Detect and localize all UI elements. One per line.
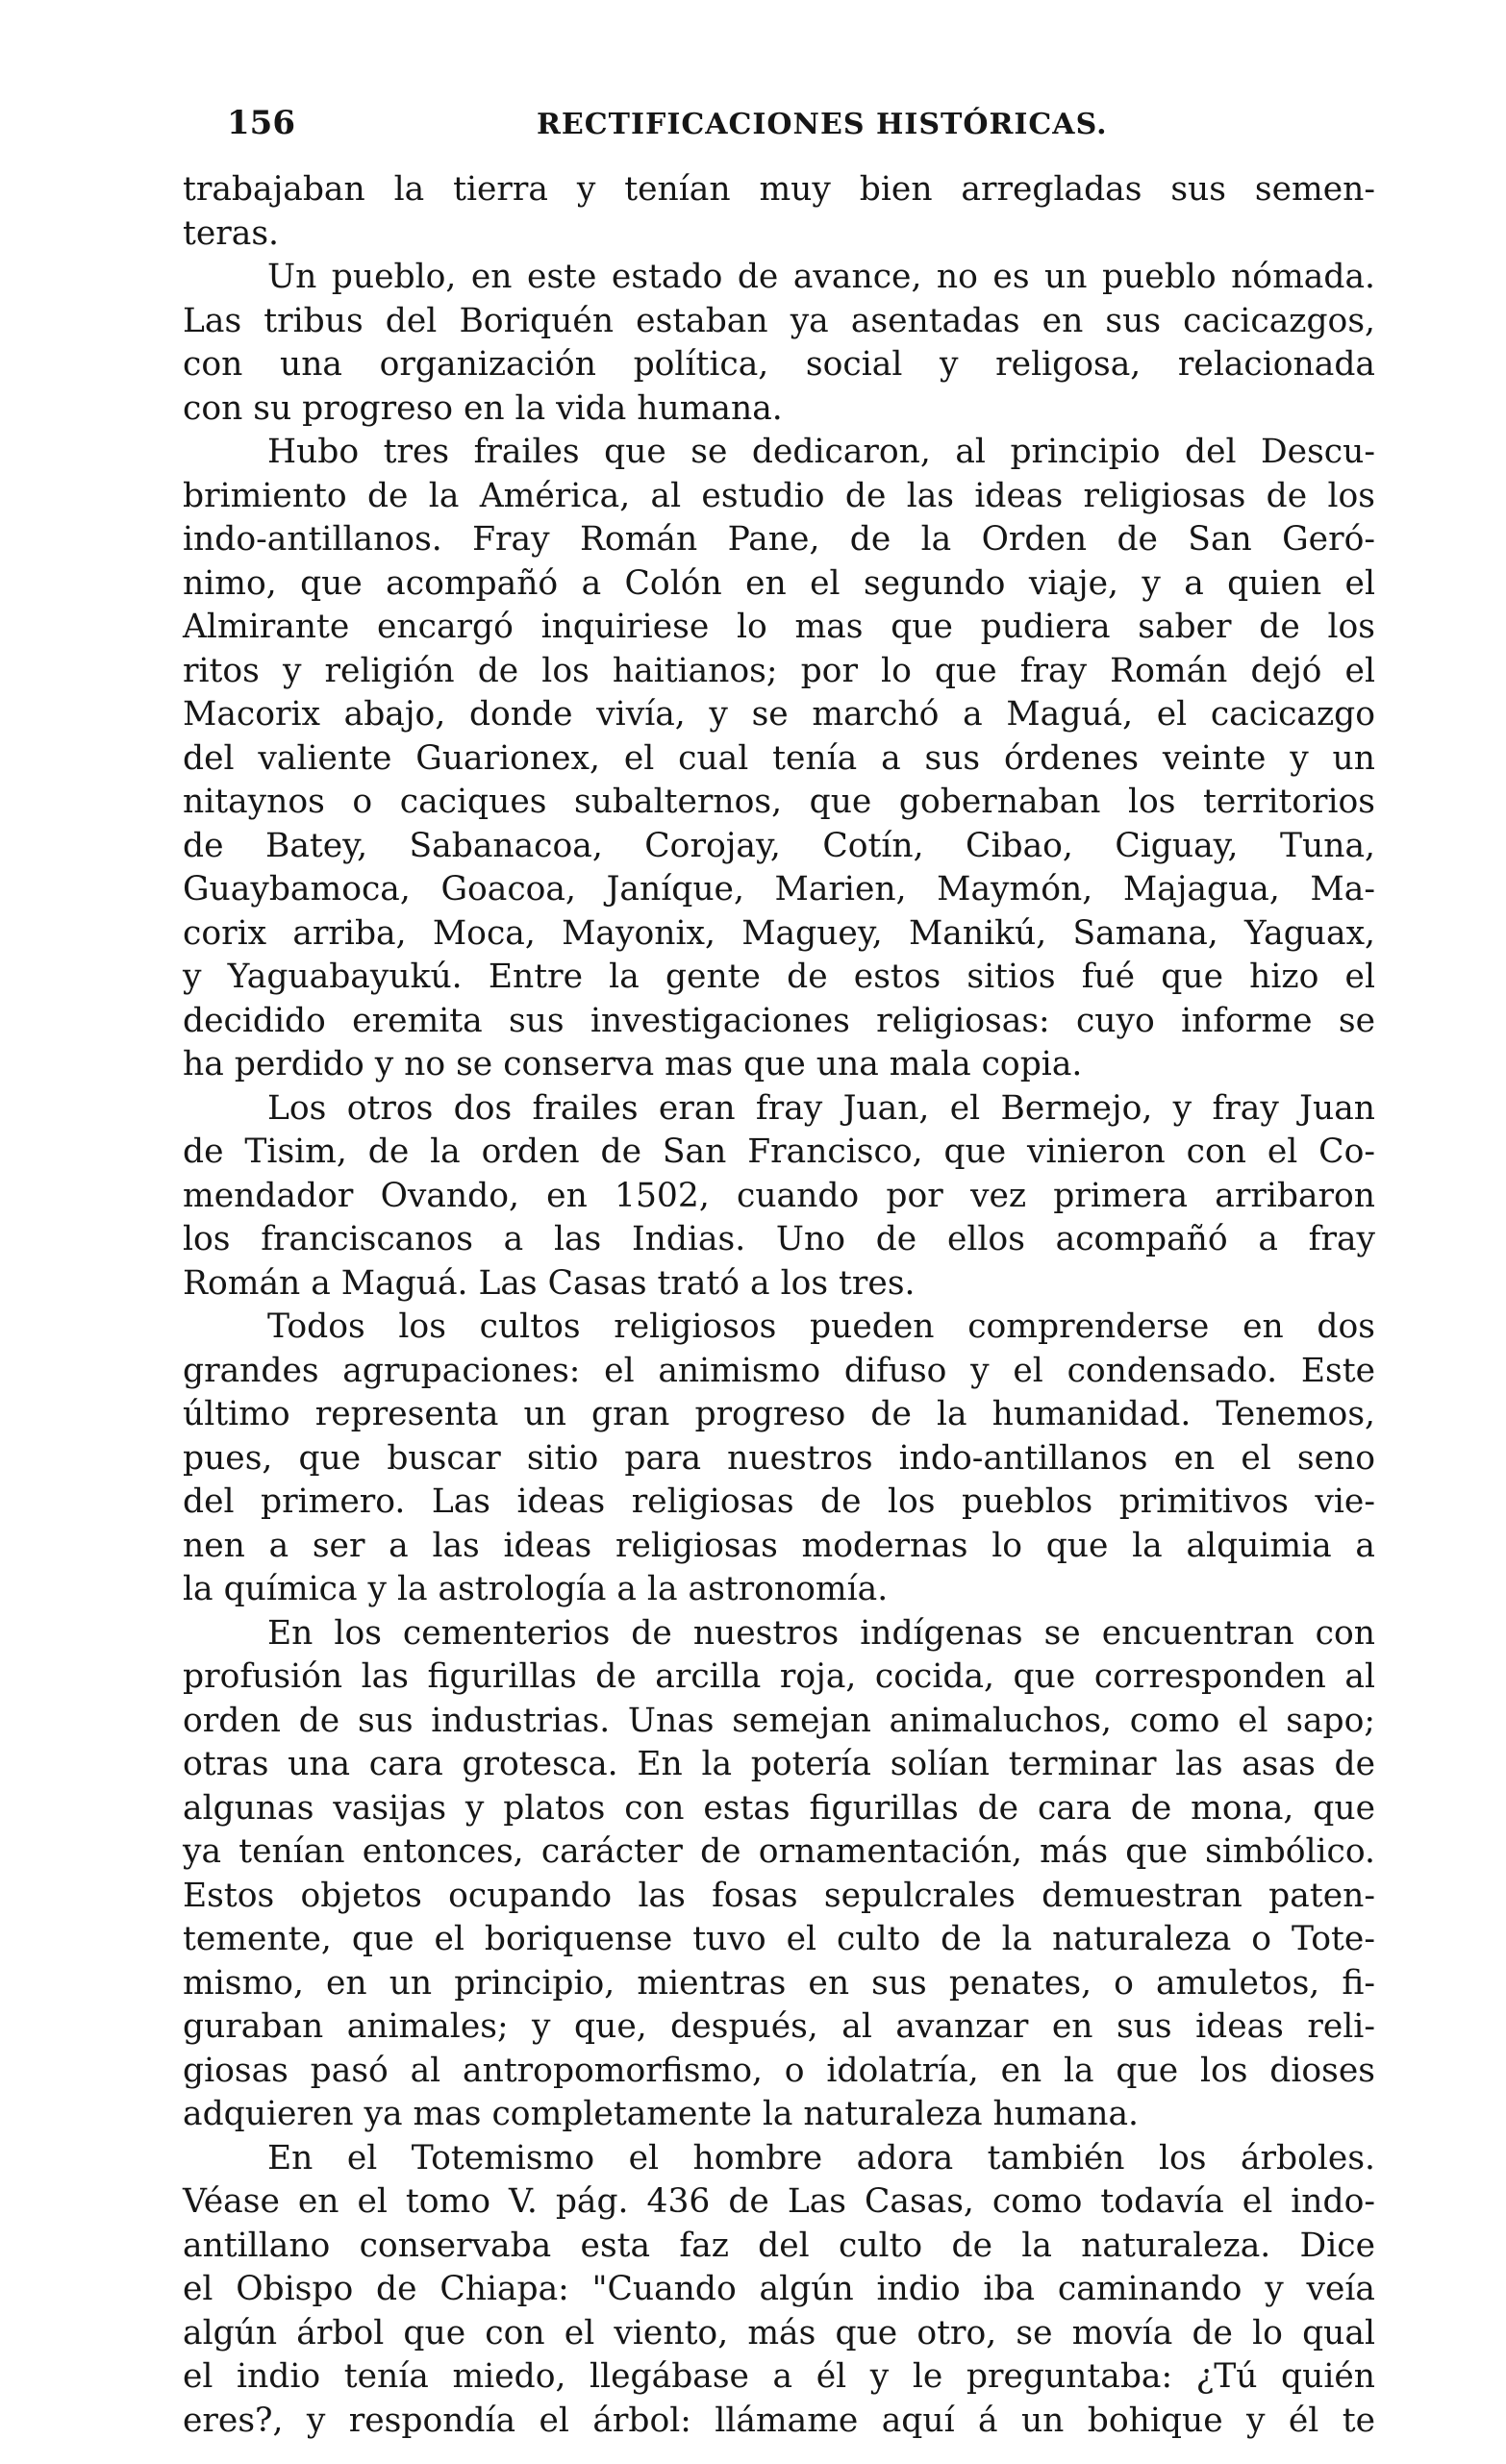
text-line: ya tenían entonces, carácter de ornamentación, más que simbólico.	[183, 1832, 1375, 1871]
text-line: los franciscanos a las Indias. Uno de ellos acompañó a fray	[183, 1220, 1375, 1258]
text-line: con su progreso en la vida humana.	[183, 388, 783, 428]
page-header	[221, 104, 1337, 162]
text-line: Estos objetos ocupando las fosas sepulcrales demuestran paten-	[183, 1876, 1375, 1915]
text-line: Almirante encargó inquiriese lo mas que pudiera saber de los	[183, 608, 1375, 646]
text-line: la química y la astrología a la astronomía.	[183, 1570, 889, 1608]
text-line: indo-antillanos. Fray Román Pane, de la Orden de San Geró-	[183, 520, 1375, 559]
text-line: adquieren ya mas completamente la naturaleza humana.	[183, 2095, 1139, 2133]
text-line: En el Totemismo el hombre adora también los árboles.	[267, 2138, 1375, 2178]
text-line: otras una cara grotesca. En la potería solían terminar las asas de	[183, 1745, 1375, 1783]
text-line: profusión las figurillas de arcilla roja, cocida, que corresponden al	[183, 1657, 1375, 1696]
text-line: nimo, que acompañó a Colón en el segundo viaje, y a quien el	[183, 563, 1375, 603]
text-line: trabajaban la tierra y tenían muy bien arregladas sus semen-	[183, 170, 1375, 209]
text-line: mismo, en un principio, mientras en sus penates, o amuletos, fi-	[183, 1963, 1375, 2003]
text-line: del valiente Guarionex, el cual tenía a sus órdenes veinte y un	[183, 738, 1375, 778]
text-line: del primero. Las ideas religiosas de los pueblos primitivos vie-	[183, 1482, 1375, 1521]
text-line: Los otros dos frailes eran fray Juan, el Bermejo, y fray Juan	[267, 1088, 1375, 1128]
text-line: teras.	[183, 213, 280, 253]
text-line: temente, que el boriquense tuvo el culto de la naturaleza o Tote-	[183, 1920, 1375, 1958]
text-line: corix arriba, Moca, Mayonix, Maguey, Manikú, Samana, Yaguax,	[183, 913, 1375, 953]
text-line: el Obispo de Chiapa: "Cuando algún indio iba caminando y veía	[183, 2270, 1375, 2308]
text-line: Guaybamoca, Goacoa, Janíque, Marien, Maymón, Majagua, Ma-	[183, 870, 1375, 908]
page-number: 156	[227, 104, 295, 142]
text-line: orden de sus industrias. Unas semejan animaluchos, como el sapo;	[183, 1701, 1375, 1740]
text-line: último representa un gran progreso de la humanidad. Tenemos,	[183, 1395, 1375, 1433]
text-line: Hubo tres frailes que se dedicaron, al principio del Descu-	[267, 433, 1375, 471]
text-line: el indio tenía miedo, llegábase a él y le preguntaba: ¿Tú quién	[183, 2357, 1375, 2396]
text-line: En los cementerios de nuestros indígenas se encuentran con	[267, 1613, 1375, 1653]
text-line: grandes agrupaciones: el animismo difuso y el condensado. Este	[183, 1351, 1375, 1390]
text-line: con una organización política, social y religosa, relacionada	[183, 345, 1375, 384]
text-line: Las tribus del Boriquén estaban ya asentadas en sus cacicazgos,	[183, 301, 1375, 340]
body-text	[183, 168, 1375, 2443]
text-line: eres?, y respondía el árbol: llámame aquí á un bohique y él te	[183, 2401, 1375, 2440]
text-line: algún árbol que con el viento, más que otro, se movía de lo qual	[183, 2313, 1375, 2352]
text-line: antillano conservaba esta faz del culto de la naturaleza. Dice	[183, 2226, 1375, 2265]
text-line: brimiento de la América, al estudio de las ideas religiosas de los	[183, 476, 1375, 515]
text-line: guraban animales; y que, después, al avanzar en sus ideas reli-	[183, 2007, 1375, 2046]
text-line: nen a ser a las ideas religiosas modernas lo que la alquimia a	[183, 1526, 1375, 1565]
text-line: decidido eremita sus investigaciones religiosas: cuyo informe se	[183, 1001, 1375, 1040]
text-line: de Batey, Sabanacoa, Corojay, Cotín, Cibao, Ciguay, Tuna,	[183, 826, 1375, 865]
text-line: giosas pasó al antropomorfismo, o idolatría, en la que los dioses	[183, 2051, 1375, 2090]
text-line: Véase en el tomo V. pág. 436 de Las Casas, como todavía el indo-	[183, 2182, 1375, 2221]
text-line: ritos y religión de los haitianos; por lo que fray Román dejó el	[183, 651, 1375, 690]
text-line: y Yaguabayukú. Entre la gente de estos sitios fué que hizo el	[183, 958, 1375, 996]
text-line: Macorix abajo, donde vivía, y se marchó a Maguá, el cacicazgo	[183, 695, 1375, 734]
text-line: algunas vasijas y platos con estas figurillas de cara de mona, que	[183, 1788, 1375, 1828]
text-line: Román a Maguá. Las Casas trató a los tres.	[183, 1263, 916, 1303]
text-line: Un pueblo, en este estado de avance, no es un pueblo nómada.	[267, 258, 1375, 296]
text-line: ha perdido y no se conserva mas que una mala copia.	[183, 1045, 1083, 1083]
text-line: nitaynos o caciques subalternos, que gobernaban los territorios	[183, 783, 1375, 821]
text-line: Todos los cultos religiosos pueden comprenderse en dos	[267, 1307, 1375, 1346]
text-line: de Tisim, de la orden de San Francisco, que vinieron con el Co-	[183, 1132, 1375, 1171]
running-head: RECTIFICACIONES HISTÓRICAS.	[537, 108, 1108, 141]
text-line: pues, que buscar sitio para nuestros indo-antillanos en el seno	[183, 1438, 1375, 1478]
text-line: mendador Ovando, en 1502, cuando por vez primera arribaron	[183, 1176, 1375, 1215]
